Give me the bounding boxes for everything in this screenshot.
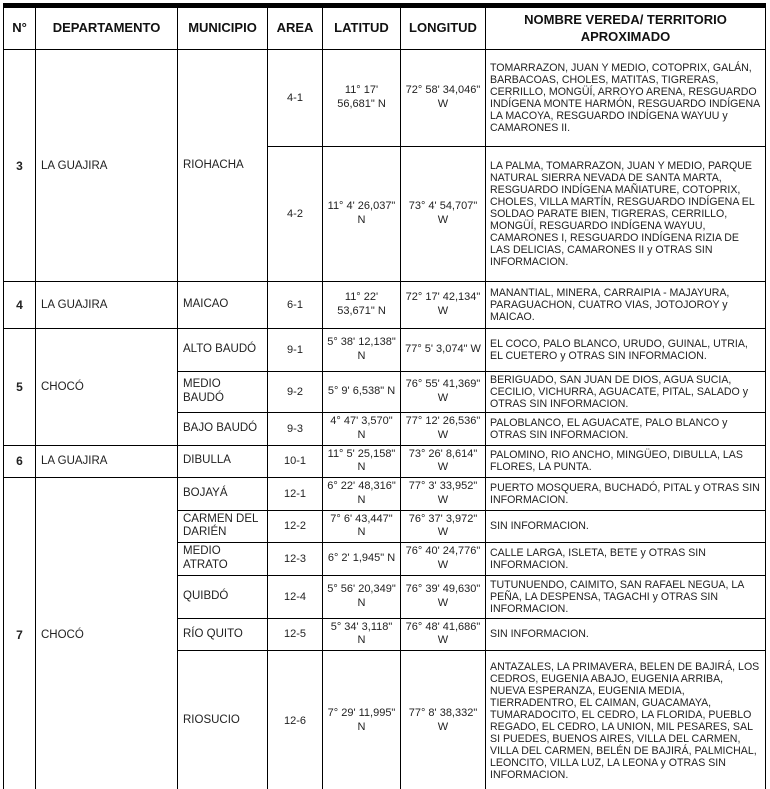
cell-latitud: 7° 29' 11,995" N: [323, 651, 401, 789]
cell-longitud: 77° 5' 3,074" W: [401, 329, 486, 372]
cell-vereda: PALOMINO, RIO ANCHO, MINGÜEO, DIBULLA, LAS FLORES, LA PUNTA.: [486, 445, 766, 478]
cell-area: 12-1: [268, 478, 323, 511]
cell-latitud: 5° 34' 3,118" N: [323, 618, 401, 651]
cell-vereda: BERIGUADO, SAN JUAN DE DIOS, AGUA SUCIA, CECILIO, VICHURRA, AGUACATE, PITAL, SALADO y OTRAS SIN INFORMACION.: [486, 372, 766, 413]
cell-vereda: PALOBLANCO, EL AGUACATE, PALO BLANCO y OTRAS SIN INFORMACION.: [486, 413, 766, 446]
cell-area: 12-2: [268, 510, 323, 543]
cell-latitud: 11° 5' 25,158" N: [323, 445, 401, 478]
cell-latitud: 7° 6' 43,447" N: [323, 510, 401, 543]
cell-vereda: TOMARRAZON, JUAN Y MEDIO, COTOPRIX, GALÁN, BARBACOAS, CHOLES, MATITAS, TIGRERAS, CERRILLO, MONGÜÍ, ARROYO ARENA, RESGUARDO INDÍGENA MONTE HARMÓN, RESGUARDO INDÍGENA LA MACOYA, RESGUARDO INDÍGENA WAYUU y CAMARONES II.: [486, 50, 766, 147]
cell-no: 6: [4, 445, 36, 478]
cell-departamento: LA GUAJIRA: [36, 50, 178, 282]
cell-latitud: 11° 22' 53,671" N: [323, 282, 401, 329]
cell-longitud: 72° 58' 34,046" W: [401, 50, 486, 147]
cell-longitud: 76° 55' 41,369" W: [401, 372, 486, 413]
cell-no: 5: [4, 329, 36, 446]
cell-vereda: MANANTIAL, MINERA, CARRAIPIA - MAJAYURA, PARAGUACHON, CUATRO VIAS, JOTOJOROY y MAICAO.: [486, 282, 766, 329]
cell-vereda: SIN INFORMACION.: [486, 618, 766, 651]
cell-vereda: CALLE LARGA, ISLETA, BETE y OTRAS SIN INFORMACION.: [486, 543, 766, 576]
cell-longitud: 77° 8' 38,332" W: [401, 651, 486, 789]
cell-municipio: MAICAO: [178, 282, 268, 329]
cell-longitud: 77° 12' 26,536" W: [401, 413, 486, 446]
col-header-municipio: MUNICIPIO: [178, 6, 268, 50]
cell-area: 4-2: [268, 147, 323, 282]
cell-longitud: 73° 26' 8,614" W: [401, 445, 486, 478]
cell-vereda: EL COCO, PALO BLANCO, URUDO, GUINAL, UTRIA, EL CUETERO y OTRAS SIN INFORMACION.: [486, 329, 766, 372]
cell-municipio: RIOSUCIO: [178, 651, 268, 789]
cell-latitud: 11° 4' 26,037" N: [323, 147, 401, 282]
cell-area: 10-1: [268, 445, 323, 478]
cell-no: 4: [4, 282, 36, 329]
cell-longitud: 76° 48' 41,686" W: [401, 618, 486, 651]
cell-latitud: 5° 9' 6,538" N: [323, 372, 401, 413]
cell-departamento: CHOCÓ: [36, 478, 178, 789]
cell-vereda: SIN INFORMACION.: [486, 510, 766, 543]
cell-area: 12-4: [268, 575, 323, 618]
col-header-longitud: LONGITUD: [401, 6, 486, 50]
table-row: [4, 478, 766, 511]
col-header-latitud: LATITUD: [323, 6, 401, 50]
table-row: [4, 445, 766, 478]
col-header-area: AREA: [268, 6, 323, 50]
cell-longitud: 77° 3' 33,952" W: [401, 478, 486, 511]
cell-area: 9-2: [268, 372, 323, 413]
cell-departamento: LA GUAJIRA: [36, 445, 178, 478]
col-header-vereda: NOMBRE VEREDA/ TERRITORIO APROXIMADO: [486, 6, 766, 50]
cell-no: 3: [4, 50, 36, 282]
col-header-departamento: DEPARTAMENTO: [36, 6, 178, 50]
cell-latitud: 5° 38' 12,138" N: [323, 329, 401, 372]
cell-vereda: PUERTO MOSQUERA, BUCHADÓ, PITAL y OTRAS SIN INFORMACION.: [486, 478, 766, 511]
cell-municipio: BAJO BAUDÓ: [178, 413, 268, 446]
cell-vereda: ANTAZALES, LA PRIMAVERA, BELEN DE BAJIRÁ, LOS CEDROS, EUGENIA ABAJO, EUGENIA ARRIBA, NUEVA ESPERANZA, EUGENIA MEDIA, TIERRADENTRO, EL CAIMAN, GUACAMAYA, TUMARADOCITO, EL CEDRO, LA FLORIDA, PUEBLO REGADO, EL CEDRO, LA UNION, MIL PESARES, SAL SI PUEDES, BUENOS AIRES, VILLA DEL CARMEN, VILLA DEL CARMEN, BELÉN DE BAJIRÁ, PALMICHAL, LEONCITO, VILLA LUZ, LA LEONA y OTRAS SIN INFORMACION.: [486, 651, 766, 789]
table-row: [4, 282, 766, 329]
cell-area: 9-1: [268, 329, 323, 372]
cell-latitud: 4° 47' 3,570" N: [323, 413, 401, 446]
cell-vereda: TUTUNUENDO, CAIMITO, SAN RAFAEL NEGUA, LA PEÑA, LA DESPENSA, TAGACHI y OTRAS SIN INFORMACION.: [486, 575, 766, 618]
cell-no: 7: [4, 478, 36, 789]
cell-latitud: 6° 2' 1,945" N: [323, 543, 401, 576]
cell-municipio: BOJAYÁ: [178, 478, 268, 511]
cell-municipio: RÍO QUITO: [178, 618, 268, 651]
cell-longitud: 76° 39' 49,630" W: [401, 575, 486, 618]
cell-latitud: 6° 22' 48,316" N: [323, 478, 401, 511]
cell-area: 12-5: [268, 618, 323, 651]
col-header-no: N°: [4, 6, 36, 50]
header-row: [4, 6, 766, 50]
cell-municipio: CARMEN DEL DARIÉN: [178, 510, 268, 543]
cell-longitud: 76° 37' 3,972" W: [401, 510, 486, 543]
cell-municipio: RIOHACHA: [178, 50, 268, 282]
cell-latitud: 11° 17' 56,681" N: [323, 50, 401, 147]
veredas-table-wrapper: [3, 3, 765, 789]
cell-area: 6-1: [268, 282, 323, 329]
cell-area: 9-3: [268, 413, 323, 446]
veredas-table: [3, 3, 766, 789]
cell-municipio: MEDIO BAUDÓ: [178, 372, 268, 413]
cell-municipio: ALTO BAUDÓ: [178, 329, 268, 372]
cell-municipio: DIBULLA: [178, 445, 268, 478]
cell-departamento: CHOCÓ: [36, 329, 178, 446]
cell-departamento: LA GUAJIRA: [36, 282, 178, 329]
cell-longitud: 73° 4' 54,707" W: [401, 147, 486, 282]
cell-area: 12-6: [268, 651, 323, 789]
cell-municipio: QUIBDÓ: [178, 575, 268, 618]
cell-latitud: 5° 56' 20,349" N: [323, 575, 401, 618]
table-row: [4, 50, 766, 147]
cell-municipio: MEDIO ATRATO: [178, 543, 268, 576]
cell-vereda: LA PALMA, TOMARRAZON, JUAN Y MEDIO, PARQUE NATURAL SIERRA NEVADA DE SANTA MARTA, RESGUARDO INDÍGENA MAÑIATURE, COTOPRIX, CHOLES, VILLA MARTÍN, RESGUARDO INDÍGENA EL SOLDAO PARATE BIEN, TIGRERAS, CERRILLO, MONGÜÍ, RESGUARDO INDÍGENA WAYUU, CAMARONES I, RESGUARDO INDÍGENA RIZIA DE LAS DELICIAS, CAMARONES II y OTRAS SIN INFORMACION.: [486, 147, 766, 282]
cell-area: 4-1: [268, 50, 323, 147]
cell-longitud: 76° 40' 24,776" W: [401, 543, 486, 576]
cell-longitud: 72° 17' 42,134" W: [401, 282, 486, 329]
table-row: [4, 329, 766, 372]
cell-area: 12-3: [268, 543, 323, 576]
